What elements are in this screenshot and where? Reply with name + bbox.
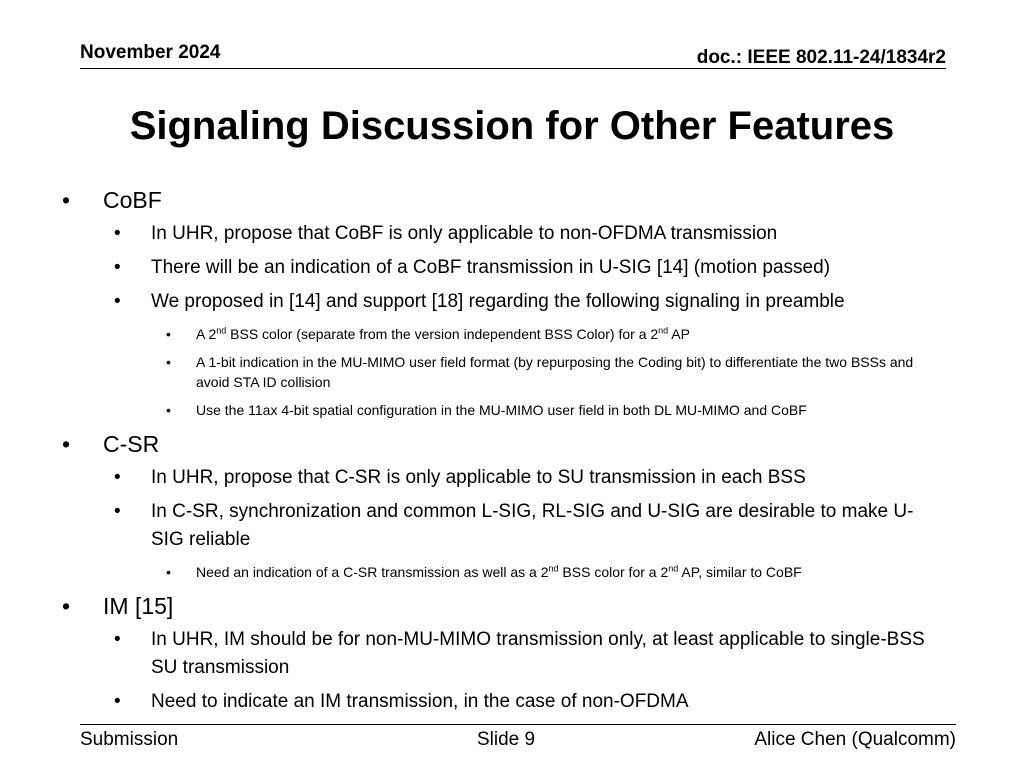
bullet-text: In UHR, propose that CoBF is only applicable to non-OFDMA transmission [151, 223, 778, 244]
bullet-im-item-1 [0, 626, 1024, 682]
bullet-cobf-sub-2 [0, 352, 1024, 392]
footer-author: Alice Chen (Qualcomm) [754, 729, 956, 750]
bullet-text: There will be an indication of a CoBF transmission in U-SIG [14] (motion passed) [151, 257, 831, 278]
bullet-csr [0, 430, 1024, 458]
bullet-icon: • [166, 354, 171, 370]
bullet-icon: • [114, 291, 121, 312]
footer-divider [80, 724, 956, 725]
bullet-text: Need to indicate an IM transmission, in the case of non-OFDMA [151, 691, 689, 712]
bullet-cobf-sub-1 [0, 324, 1024, 344]
bullet-icon: • [114, 467, 121, 488]
bullet-csr-item-2 [0, 498, 1024, 554]
bullet-im [0, 592, 1024, 620]
text-part: Need an indication of a C-SR transmission as well as a 2 [196, 564, 549, 580]
footer-submission: Submission [80, 729, 179, 750]
bullet-cobf-sub-3 [0, 400, 1024, 420]
bullet-icon: • [114, 629, 121, 650]
bullet-text [196, 326, 690, 342]
superscript: nd [216, 325, 227, 336]
bullet-text [196, 564, 802, 580]
bullet-text: IM [15] [103, 593, 174, 619]
header-date: November 2024 [80, 42, 221, 63]
bullet-text: Use the 11ax 4-bit spatial configuration in the MU-MIMO user field in both DL MU-MIMO and CoBF [196, 402, 807, 418]
bullet-text: In UHR, propose that C-SR is only applicable to SU transmission in each BSS [151, 467, 806, 488]
bullet-icon: • [166, 564, 171, 580]
bullet-text: In UHR, IM should be for non-MU-MIMO transmission only, at least applicable to single-BSS SU transmission [151, 629, 925, 678]
bullet-text: CoBF [103, 187, 162, 213]
text-part: AP [668, 326, 690, 342]
text-part: BSS color for a 2 [558, 564, 669, 580]
footer-slide-number: Slide 9 [477, 729, 536, 750]
bullet-icon: • [114, 223, 121, 244]
bullet-cobf [0, 186, 1024, 214]
bullet-icon: • [114, 691, 121, 712]
bullet-cobf-item-1 [0, 220, 1024, 248]
bullet-text: In C-SR, synchronization and common L-SIG, RL-SIG and U-SIG are desirable to make U-SIG reliable [151, 501, 914, 550]
superscript: nd [658, 325, 669, 336]
header-divider [80, 68, 946, 69]
bullet-cobf-item-2 [0, 254, 1024, 282]
bullet-icon: • [114, 501, 121, 522]
text-part: BSS color (separate from the version independent BSS Color) for a 2 [226, 326, 659, 342]
bullet-im-item-2 [0, 688, 1024, 716]
bullet-icon: • [114, 257, 121, 278]
bullet-text: A 1-bit indication in the MU-MIMO user field format (by repurposing the Coding bit) to differentiate the two BSSs and avoid STA ID collision [196, 354, 914, 390]
bullet-icon: • [62, 187, 71, 213]
bullet-text: C-SR [103, 431, 160, 457]
text-part: A 2 [196, 326, 217, 342]
bullet-csr-item-1 [0, 464, 1024, 492]
text-part: AP, similar to CoBF [678, 564, 802, 580]
bullet-text: We proposed in [14] and support [18] regarding the following signaling in preamble [151, 291, 845, 312]
slide-body [0, 186, 1024, 716]
bullet-icon: • [62, 593, 71, 619]
bullet-csr-sub-1 [0, 562, 1024, 582]
superscript: nd [668, 563, 679, 574]
header-doc-id: doc.: IEEE 802.11-24/1834r2 [696, 47, 946, 68]
bullet-icon: • [166, 402, 171, 418]
slide-title: Signaling Discussion for Other Features [129, 104, 895, 148]
superscript: nd [548, 563, 559, 574]
bullet-cobf-item-3 [0, 288, 1024, 316]
bullet-icon: • [62, 431, 71, 457]
bullet-icon: • [166, 326, 171, 342]
